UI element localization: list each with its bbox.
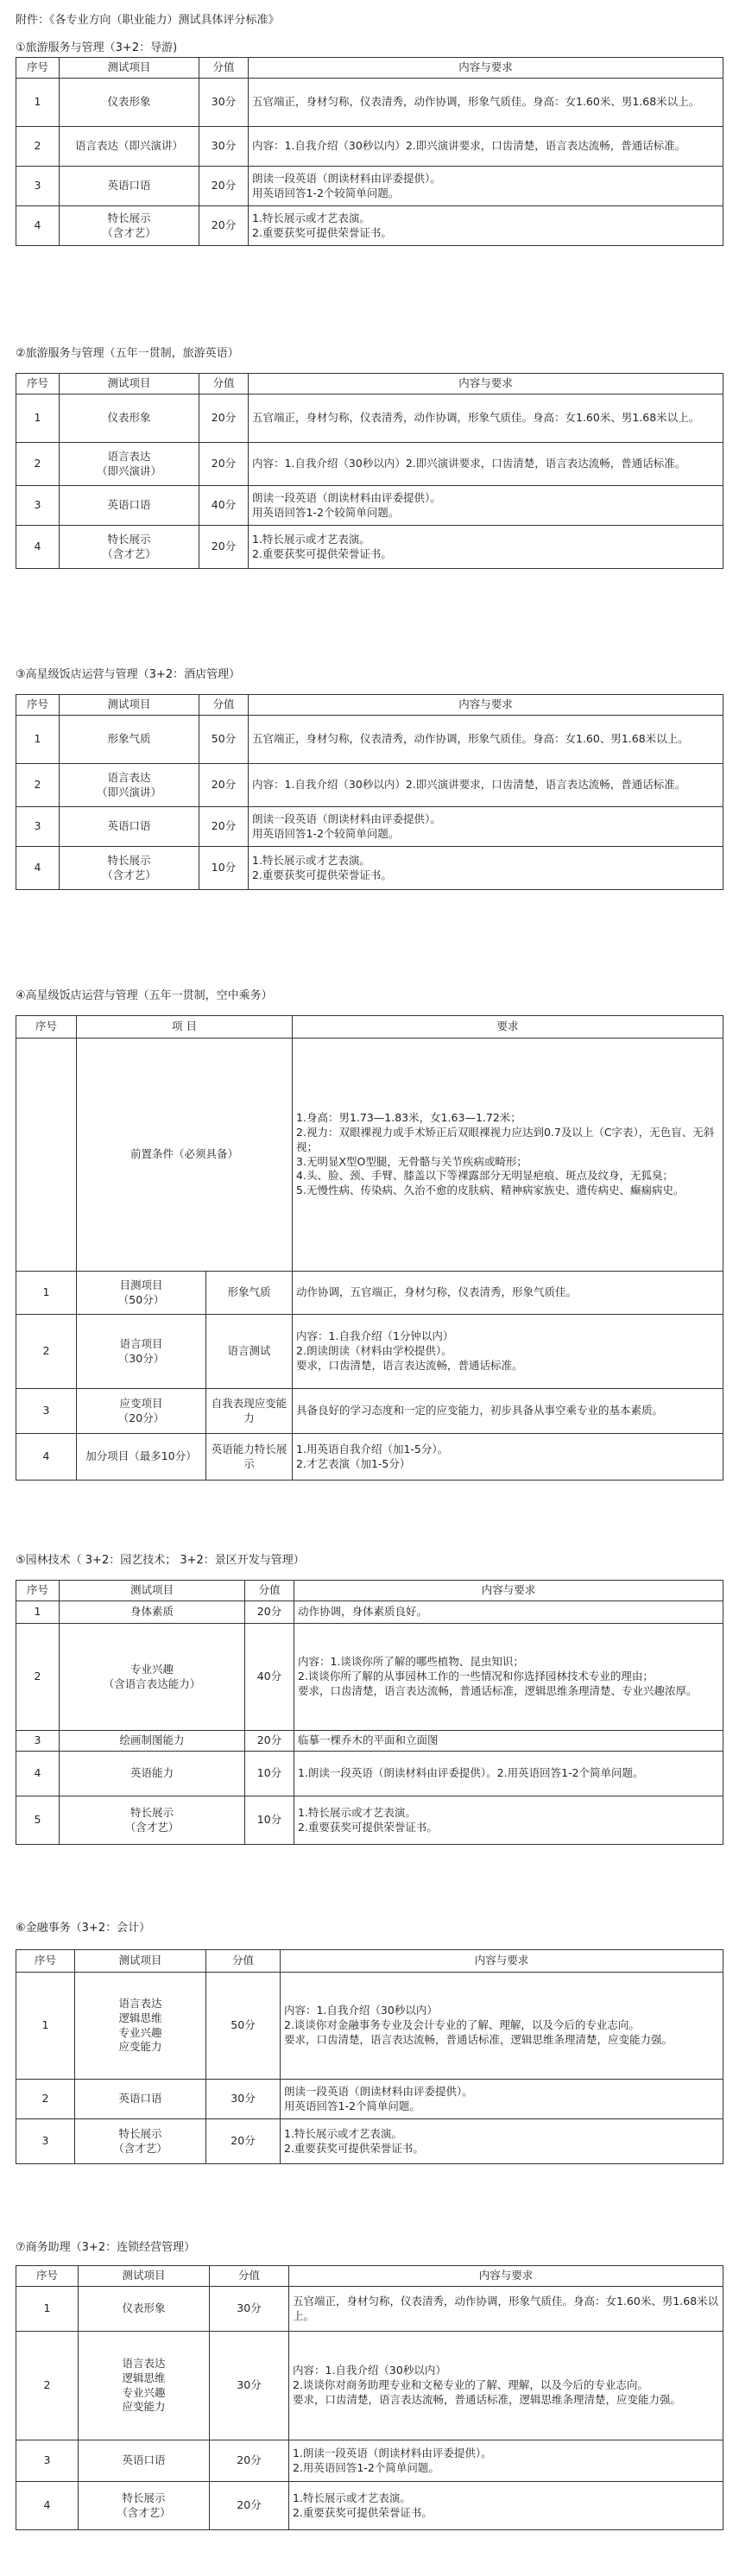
requirement: 动作协调，五官端正，身材匀称，仪表清秀，形象气质佳。 [293,1272,723,1315]
table-row [16,2080,723,2119]
header-cell: 序号 [16,1016,77,1039]
table-row [16,79,723,127]
row-number: 3 [16,1731,60,1752]
test-item: 英语口语 [75,2080,206,2119]
table-header [16,1581,723,1601]
score: 10分 [245,1752,294,1796]
sub-item: 语言测试 [206,1315,293,1389]
requirement: 1.特长展示或才艺表演。 2.重要获奖可提供荣誉证书。 [289,2482,723,2530]
requirement: 具备良好的学习态度和一定的应变能力，初步具备从事空乘专业的基本素质。 [293,1389,723,1434]
header-cell: 要求 [293,1016,723,1039]
row-number: 2 [16,127,60,167]
requirement: 内容：1.自我介绍（30秒以内）2.即兴演讲要求，口齿清楚，语言表达流畅，普通话标准。 [249,764,723,807]
section-title: ②旅游服务与管理（五年一贯制，旅游英语） [16,347,239,360]
row-number: 3 [16,486,60,526]
score: 20分 [199,395,249,443]
score: 30分 [206,2080,281,2119]
row-number: 4 [16,1434,77,1481]
test-item: 英语口语 [60,167,199,206]
requirement: 内容：1.自我介绍（30秒以内） 2.谈谈你对金融事务专业及会计专业的了解、理解，以及今后的专业志向。 要求，口齿清楚，语言表达流畅，普通话标准，逻辑思维条理清楚，应变能力强。 [281,1973,723,2080]
score: 40分 [199,486,249,526]
score: 20分 [245,1601,294,1624]
score: 30分 [199,127,249,167]
table-row [16,1601,723,1624]
table-header [16,695,723,716]
table-row [16,2332,723,2440]
test-item: 特长展示 （含才艺） [60,526,199,569]
table-row [16,486,723,526]
requirement: 朗读一段英语（朗读材料由评委提供）。 用英语回答1-2个较简单问题。 [249,486,723,526]
table-row [16,807,723,847]
table-row [16,206,723,246]
score-table [16,57,723,246]
requirement: 五官端正，身材匀称，仪表清秀，动作协调，形象气质佳。身高：女1.60、男1.68米以上。 [249,716,723,764]
sub-item: 英语能力特长展示 [206,1434,293,1481]
header-cell: 内容与要求 [249,58,723,79]
row-number: 4 [16,2482,79,2530]
row-number: 1 [16,2287,79,2332]
requirement: 五官端正，身材匀称，仪表清秀，动作协调，形象气质佳。身高：女1.60米、男1.68米以上。 [289,2287,723,2332]
header-cell: 序号 [16,695,60,716]
test-item: 特长展示 （含才艺） [79,2482,210,2530]
row-number: 4 [16,206,60,246]
appendix-title: 附件：《各专业方向（职业能力）测试具体评分标准》 [16,14,280,27]
test-item: 英语口语 [60,807,199,847]
test-item: 特长展示 （含才艺） [75,2119,206,2164]
table-row [16,1434,723,1481]
score: 30分 [199,79,249,127]
test-item: 英语口语 [60,486,199,526]
table-row [16,1624,723,1731]
empty-cell [16,1039,77,1272]
header-cell: 分值 [199,695,249,716]
row-number: 2 [16,443,60,486]
test-item: 形象气质 [60,716,199,764]
score: 30分 [210,2287,289,2332]
header-cell: 测试项目 [60,695,199,716]
header-cell: 分值 [210,2266,289,2287]
requirement: 临摹一棵乔木的平面和立面图 [294,1731,723,1752]
header-cell: 测试项目 [60,58,199,79]
test-item: 语言表达 （即兴演讲） [60,443,199,486]
section-title: ④高星级饭店运营与管理（五年一贯制，空中乘务） [16,989,273,1002]
header-cell: 分值 [206,1950,281,1973]
table-row [16,2287,723,2332]
header-cell: 项 目 [77,1016,293,1039]
test-item: 英语能力 [60,1752,245,1796]
section-title: ①旅游服务与管理（3+2：导游) [16,41,178,54]
row-number: 1 [16,395,60,443]
score: 10分 [199,847,249,890]
header-cell: 分值 [199,374,249,395]
header-cell: 分值 [199,58,249,79]
table-row [16,847,723,890]
test-item: 语言表达（即兴演讲） [60,127,199,167]
score: 40分 [245,1624,294,1731]
row-number: 2 [16,764,60,807]
requirement: 1.朗读一段英语（朗读材料由评委提供）。2.用英语回答1-2个简单问题。 [294,1752,723,1796]
table-row [16,2119,723,2164]
row-number: 1 [16,1272,77,1315]
row-number: 2 [16,1624,60,1731]
score: 20分 [199,206,249,246]
header-cell: 序号 [16,2266,79,2287]
test-item: 特长展示 （含才艺） [60,1796,245,1845]
header-cell: 测试项目 [60,1581,245,1601]
test-item: 语言表达 （即兴演讲） [60,764,199,807]
score: 20分 [199,807,249,847]
table-row [16,1973,723,2080]
score-table [16,694,723,890]
score-table [16,1949,723,2164]
test-item: 目测项目 （50分） [77,1272,206,1315]
test-item: 特长展示 （含才艺） [60,206,199,246]
header-cell: 内容与要求 [281,1950,723,1973]
score-table [16,2265,723,2530]
row-number: 3 [16,2119,75,2164]
requirement: 朗读一段英语（朗读材料由评委提供）。 用英语回答1-2个简单问题。 [281,2080,723,2119]
table-header [16,1950,723,1973]
score: 20分 [210,2440,289,2482]
section-title: ③高星级饭店运营与管理（3+2：酒店管理） [16,668,241,681]
test-item: 加分项目（最多10分） [77,1434,206,1481]
header-cell: 测试项目 [75,1950,206,1973]
test-item: 语言项目 （30分） [77,1315,206,1389]
score: 50分 [206,1973,281,2080]
requirement: 内容：1.自我介绍（30秒以内） 2.谈谈你对商务助理专业和文秘专业的了解、理解，以及今后的专业志向。 要求，口齿清楚，语言表达流畅，普通话标准，逻辑思维条理清楚，应变能力强。 [289,2332,723,2440]
table-row [16,764,723,807]
header-cell: 测试项目 [60,374,199,395]
score: 50分 [199,716,249,764]
test-item: 应变项目 （20分） [77,1389,206,1434]
score-table [16,373,723,569]
row-number: 1 [16,1601,60,1624]
score: 20分 [199,526,249,569]
row-number: 2 [16,2332,79,2440]
test-item: 英语口语 [79,2440,210,2482]
table-row [16,127,723,167]
precondition: 前置条件（必须具备） [77,1039,293,1272]
row-number: 4 [16,1752,60,1796]
header-cell: 序号 [16,58,60,79]
score: 20分 [199,167,249,206]
requirement: 1.特长展示或才艺表演。 2.重要获奖可提供荣誉证书。 [294,1796,723,1845]
requirement: 1.特长展示或才艺表演。 2.重要获奖可提供荣誉证书。 [249,847,723,890]
row-number: 3 [16,2440,79,2482]
header-cell: 内容与要求 [249,695,723,716]
table-header [16,58,723,79]
requirement: 朗读一段英语（朗读材料由评委提供）。 用英语回答1-2个较简单问题。 [249,807,723,847]
score-table [16,1580,723,1845]
row-number: 4 [16,526,60,569]
table-header [16,2266,723,2287]
requirement: 内容：1.谈谈你所了解的哪些植物、昆虫知识； 2.谈谈你所了解的从事园林工作的一些情况和你选择园林技术专业的理由； 要求，口齿清楚，语言表达流畅，普通话标准，逻辑思维条理清楚、专业兴趣浓厚。 [294,1624,723,1731]
requirement: 1.朗读一段英语（朗读材料由评委提供）。 2.用英语回答1-2个简单问题。 [289,2440,723,2482]
score: 20分 [206,2119,281,2164]
section-title: ⑦商务助理（3+2：连锁经营管理） [16,2241,196,2254]
score: 20分 [199,764,249,807]
requirement: 1.用英语自我介绍（加1-5分）。 2.才艺表演（加1-5分） [293,1434,723,1481]
requirement: 朗读一段英语（朗读材料由评委提供）。 用英语回答1-2个较简单问题。 [249,167,723,206]
requirement: 内容：1.自我介绍（30秒以内）2.即兴演讲要求，口齿清楚，语言表达流畅，普通话标准。 [249,443,723,486]
test-item: 身体素质 [60,1601,245,1624]
row-number: 3 [16,167,60,206]
test-item: 绘画制图能力 [60,1731,245,1752]
table-header [16,374,723,395]
row-number: 5 [16,1796,60,1845]
requirement: 1.特长展示或才艺表演。 2.重要获奖可提供荣誉证书。 [249,206,723,246]
score-table [16,1015,723,1481]
test-item: 仪表形象 [60,79,199,127]
row-number: 1 [16,79,60,127]
test-item: 仪表形象 [79,2287,210,2332]
requirement: 五官端正，身材匀称，仪表清秀，动作协调，形象气质佳。身高：女1.60米、男1.68米以上。 [249,395,723,443]
table-row [16,1796,723,1845]
score: 30分 [210,2332,289,2440]
row-number: 2 [16,1315,77,1389]
table-row [16,1752,723,1796]
score: 10分 [245,1796,294,1845]
header-cell: 序号 [16,374,60,395]
requirement: 动作协调，身体素质良好。 [294,1601,723,1624]
header-cell: 内容与要求 [294,1581,723,1601]
header-cell: 分值 [245,1581,294,1601]
table-header [16,1016,723,1039]
table-row [16,2482,723,2530]
requirement: 五官端正，身材匀称，仪表清秀，动作协调，形象气质佳。身高：女1.60米、男1.68米以上。 [249,79,723,127]
section-title: ⑤园林技术（ 3+2：园艺技术； 3+2：景区开发与管理） [16,1554,305,1567]
test-item: 语言表达 逻辑思维 专业兴趣 应变能力 [79,2332,210,2440]
requirement: 1.特长展示或才艺表演。 2.重要获奖可提供荣誉证书。 [249,526,723,569]
table-row [16,1731,723,1752]
row-number: 3 [16,807,60,847]
table-row [16,716,723,764]
row-number: 1 [16,716,60,764]
requirement: 内容：1.自我介绍（30秒以内）2.即兴演讲要求，口齿清楚，语言表达流畅，普通话标准。 [249,127,723,167]
header-cell: 测试项目 [79,2266,210,2287]
table-row [16,1315,723,1389]
requirement: 1.身高：男1.73—1.83米，女1.63—1.72米； 2.视力：双眼裸视力或手术矫正后双眼裸视力应达到0.7及以上（C字表），无色盲、无斜视； 3.无明显X型O型腿，无骨骼与关节疾病或畸形； 4.头、脸、颈、手臂、膝盖以下等裸露部分无明显疤痕、斑点及纹身，无狐臭； 5.无慢性病、传染病、久治不愈的皮肤病、精神病家族史、遗传病史、癫痫病史。 [293,1039,723,1272]
section-title: ⑥金融事务（3+2：会计） [16,1922,151,1935]
test-item: 专业兴趣 （含语言表达能力） [60,1624,245,1731]
table-row [16,1272,723,1315]
table-row [16,395,723,443]
table-row [16,2440,723,2482]
test-item: 仪表形象 [60,395,199,443]
requirement: 1.特长展示或才艺表演。 2.重要获奖可提供荣誉证书。 [281,2119,723,2164]
score: 20分 [245,1731,294,1752]
test-item: 语言表达 逻辑思维 专业兴趣 应变能力 [75,1973,206,2080]
table-row [16,443,723,486]
row-number: 3 [16,1389,77,1434]
table-row [16,167,723,206]
row-number: 4 [16,847,60,890]
header-cell: 序号 [16,1950,75,1973]
sub-item: 自我表现应变能力 [206,1389,293,1434]
score: 20分 [210,2482,289,2530]
score: 20分 [199,443,249,486]
row-number: 2 [16,2080,75,2119]
header-cell: 内容与要求 [289,2266,723,2287]
table-row [16,526,723,569]
table-row [16,1389,723,1434]
header-cell: 序号 [16,1581,60,1601]
header-cell: 内容与要求 [249,374,723,395]
test-item: 特长展示 （含才艺） [60,847,199,890]
row-number: 1 [16,1973,75,2080]
requirement: 内容：1.自我介绍（1分钟以内） 2.朗读朗读（材料由学校提供）。 要求，口齿清楚，语言表达流畅，普通话标准。 [293,1315,723,1389]
table-row [16,1039,723,1272]
sub-item: 形象气质 [206,1272,293,1315]
